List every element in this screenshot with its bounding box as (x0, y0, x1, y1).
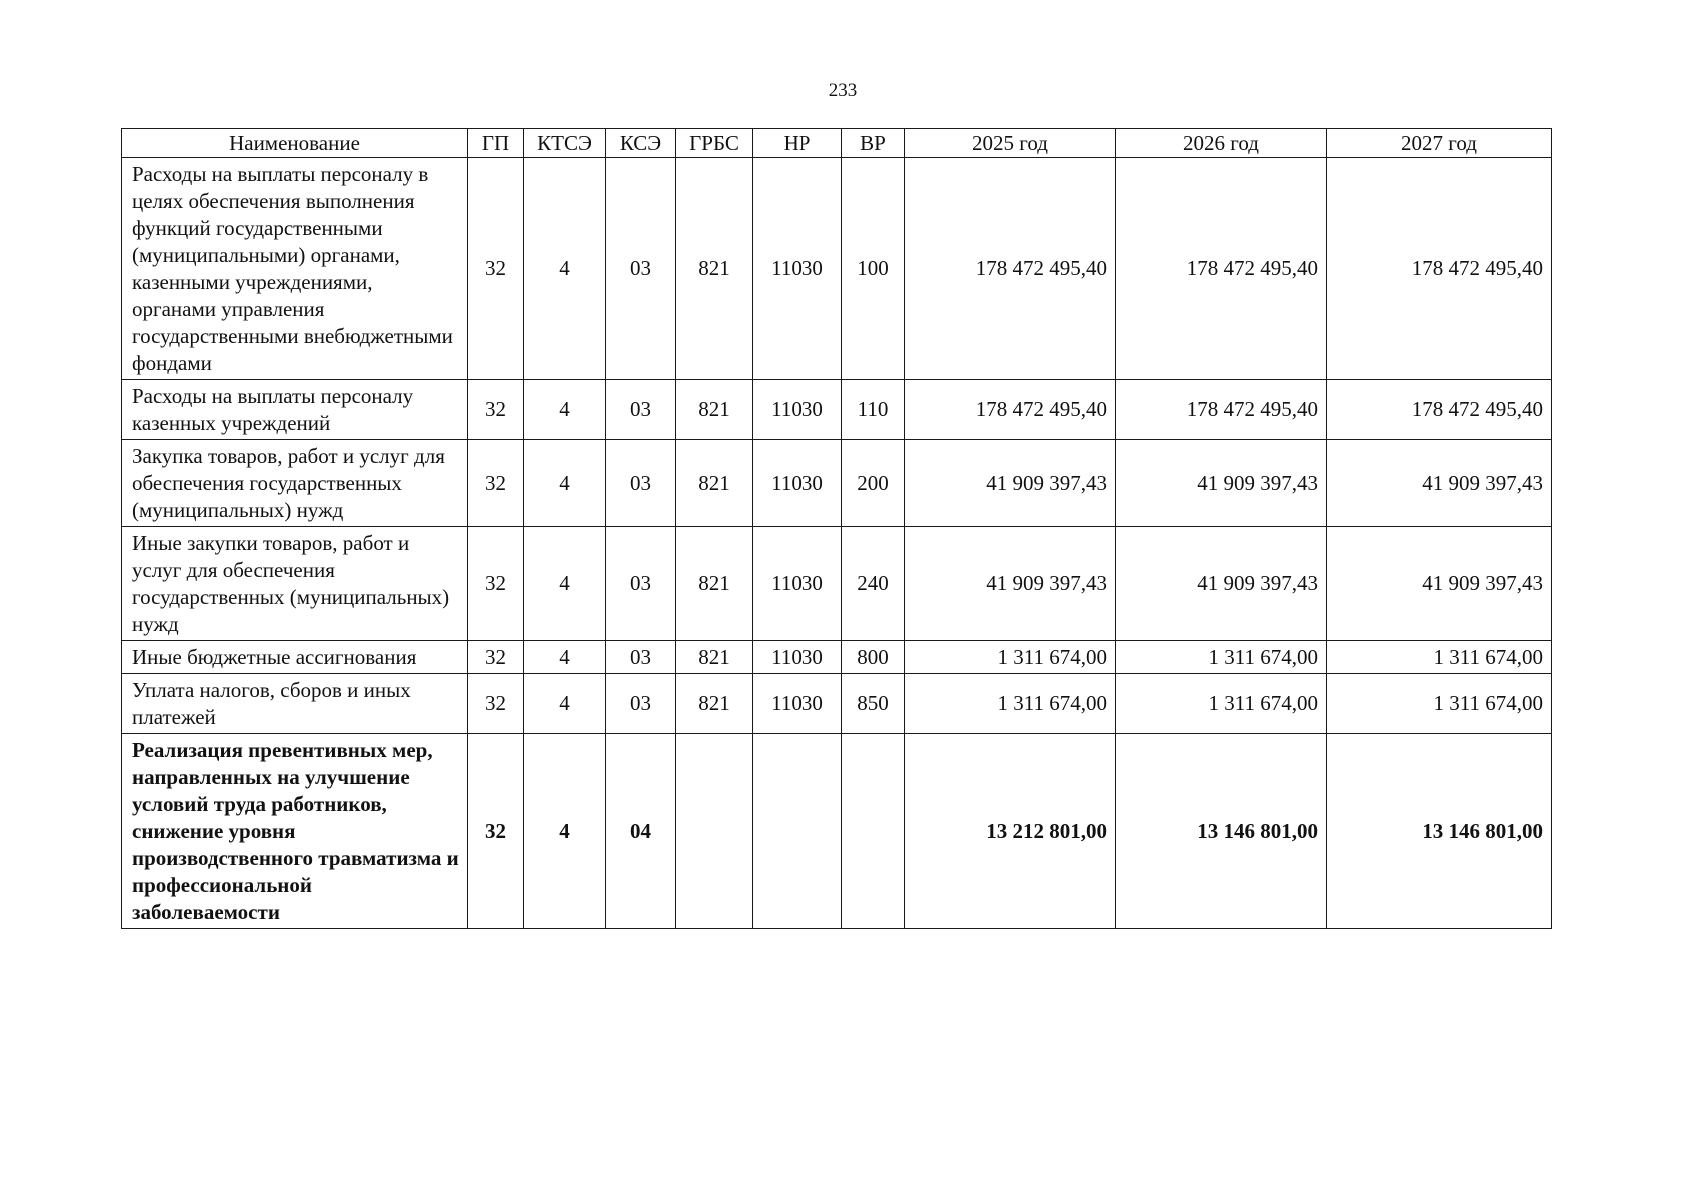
row-name: Иные закупки товаров, работ и услуг для обеспечения государственных (муниципальных) нужд (122, 527, 468, 641)
row-amount-2025: 13 212 801,00 (905, 734, 1116, 929)
page-number: 233 (828, 80, 858, 101)
header-ktse: КТСЭ (524, 129, 606, 158)
row-vr: 800 (842, 641, 905, 674)
row-grbs (676, 734, 753, 929)
row-amount-2027: 1 311 674,00 (1327, 674, 1552, 734)
row-gp: 32 (468, 527, 524, 641)
row-grbs: 821 (676, 641, 753, 674)
row-grbs: 821 (676, 158, 753, 380)
row-ktse: 4 (524, 380, 606, 440)
row-amount-2026: 1 311 674,00 (1116, 674, 1327, 734)
row-gp: 32 (468, 158, 524, 380)
row-amount-2027: 178 472 495,40 (1327, 380, 1552, 440)
header-vr: ВР (842, 129, 905, 158)
row-amount-2026: 13 146 801,00 (1116, 734, 1327, 929)
row-gp: 32 (468, 674, 524, 734)
table-row-total (122, 734, 1552, 929)
row-ktse: 4 (524, 527, 606, 641)
table-row (122, 674, 1552, 734)
row-ktse: 4 (524, 641, 606, 674)
header-row (122, 129, 1552, 158)
header-name: Наименование (122, 129, 468, 158)
header-2025: 2025 год (905, 129, 1116, 158)
row-vr: 850 (842, 674, 905, 734)
row-vr: 110 (842, 380, 905, 440)
row-vr: 240 (842, 527, 905, 641)
row-amount-2025: 178 472 495,40 (905, 380, 1116, 440)
row-kse: 03 (606, 158, 676, 380)
row-amount-2026: 1 311 674,00 (1116, 641, 1327, 674)
row-name: Закупка товаров, работ и услуг для обеспечения государственных (муниципальных) нужд (122, 440, 468, 527)
table-row (122, 440, 1552, 527)
row-name: Расходы на выплаты персоналу в целях обеспечения выполнения функций государственными (муниципальными) органами, казенными учреждениями, органами управления государственными внебюджетными фондами (122, 158, 468, 380)
row-amount-2027: 1 311 674,00 (1327, 641, 1552, 674)
row-kse: 04 (606, 734, 676, 929)
row-nr: 11030 (753, 440, 842, 527)
table-row (122, 641, 1552, 674)
row-amount-2027: 178 472 495,40 (1327, 158, 1552, 380)
row-vr: 100 (842, 158, 905, 380)
row-nr (753, 734, 842, 929)
row-nr: 11030 (753, 527, 842, 641)
row-name: Реализация превентивных мер, направленных на улучшение условий труда работников, снижение уровня производственного травматизма и профессиональной заболеваемости (122, 734, 468, 929)
row-grbs: 821 (676, 674, 753, 734)
row-vr: 200 (842, 440, 905, 527)
table-row (122, 380, 1552, 440)
row-ktse: 4 (524, 440, 606, 527)
header-2026: 2026 год (1116, 129, 1327, 158)
row-kse: 03 (606, 440, 676, 527)
header-kse: КСЭ (606, 129, 676, 158)
row-kse: 03 (606, 527, 676, 641)
row-amount-2025: 41 909 397,43 (905, 527, 1116, 641)
row-amount-2025: 1 311 674,00 (905, 674, 1116, 734)
table-row (122, 527, 1552, 641)
row-name: Иные бюджетные ассигнования (122, 641, 468, 674)
row-grbs: 821 (676, 527, 753, 641)
header-gp: ГП (468, 129, 524, 158)
row-gp: 32 (468, 440, 524, 527)
row-ktse: 4 (524, 158, 606, 380)
row-gp: 32 (468, 641, 524, 674)
row-amount-2026: 178 472 495,40 (1116, 158, 1327, 380)
row-nr: 11030 (753, 380, 842, 440)
row-amount-2025: 178 472 495,40 (905, 158, 1116, 380)
table-row (122, 158, 1552, 380)
header-grbs: ГРБС (676, 129, 753, 158)
row-ktse: 4 (524, 674, 606, 734)
row-amount-2026: 178 472 495,40 (1116, 380, 1327, 440)
row-kse: 03 (606, 380, 676, 440)
row-ktse: 4 (524, 734, 606, 929)
row-amount-2027: 13 146 801,00 (1327, 734, 1552, 929)
row-grbs: 821 (676, 440, 753, 527)
row-vr (842, 734, 905, 929)
budget-table (121, 128, 1552, 929)
row-amount-2027: 41 909 397,43 (1327, 440, 1552, 527)
row-nr: 11030 (753, 674, 842, 734)
row-gp: 32 (468, 734, 524, 929)
row-amount-2025: 1 311 674,00 (905, 641, 1116, 674)
row-kse: 03 (606, 674, 676, 734)
row-name: Расходы на выплаты персоналу казенных учреждений (122, 380, 468, 440)
row-amount-2026: 41 909 397,43 (1116, 527, 1327, 641)
row-name: Уплата налогов, сборов и иных платежей (122, 674, 468, 734)
header-nr: НР (753, 129, 842, 158)
row-nr: 11030 (753, 158, 842, 380)
row-amount-2027: 41 909 397,43 (1327, 527, 1552, 641)
row-gp: 32 (468, 380, 524, 440)
row-amount-2026: 41 909 397,43 (1116, 440, 1327, 527)
row-grbs: 821 (676, 380, 753, 440)
row-amount-2025: 41 909 397,43 (905, 440, 1116, 527)
header-2027: 2027 год (1327, 129, 1552, 158)
row-nr: 11030 (753, 641, 842, 674)
row-kse: 03 (606, 641, 676, 674)
